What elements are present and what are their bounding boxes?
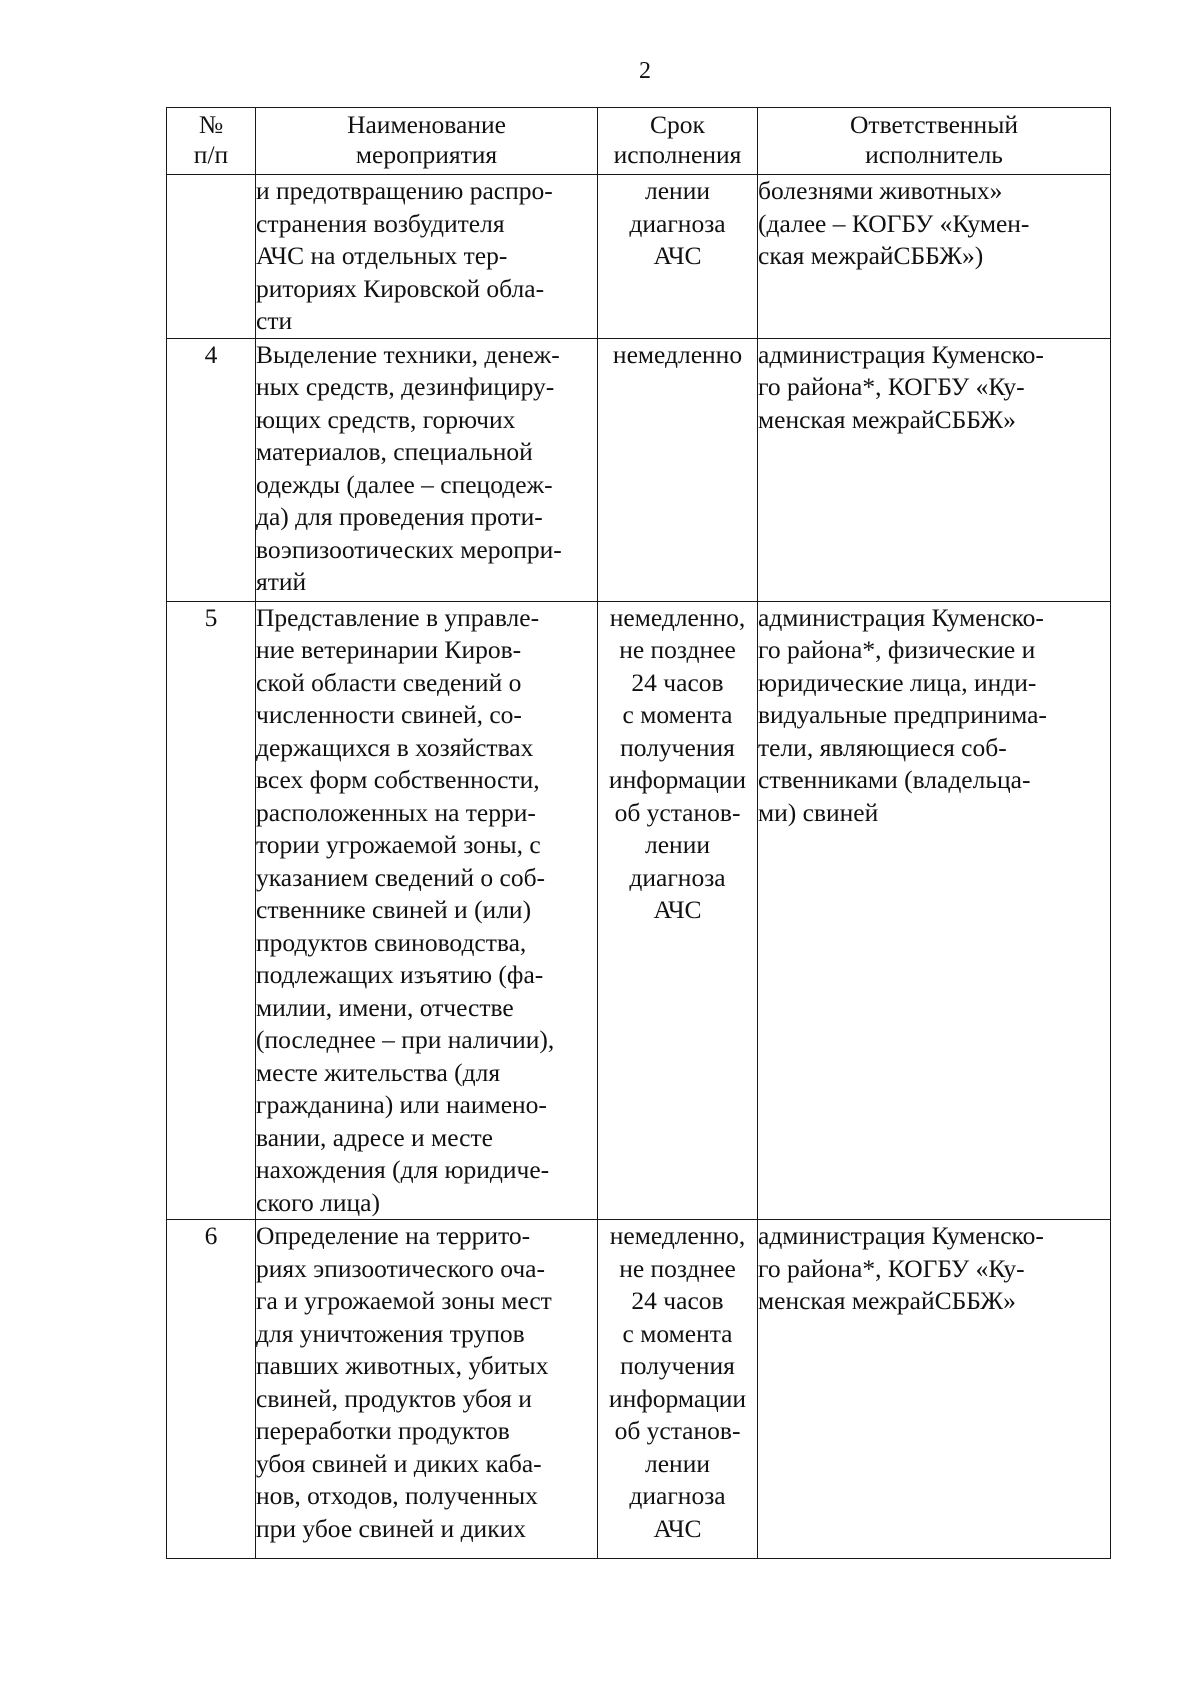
table-row — [167, 601, 1111, 1220]
table-header-row — [167, 108, 1111, 175]
header-resp-line-2: исполнитель — [865, 140, 1003, 169]
table-row — [167, 1220, 1111, 1559]
row-measure: Представление в управле- ние ветеринарии Киров- ской области сведений о численности свиней, со- держащихся в хозяйствах всех форм собственности, расположенных на терри- тории угрожаемой зоны, с указанием сведений о соб- ственнике свиней и (или) продуктов свиноводства, подлежащих изъятию (фа- милии, имени, отчестве (последнее – при наличии), месте жительства (для гражданина) или наимено- вании, адресе и месте нахождения (для юридиче- ского лица) — [256, 601, 598, 1220]
row-term: немедленно — [598, 338, 758, 601]
header-num — [167, 108, 256, 175]
row-term: немедленно, не позднее 24 часов с момента получения информации об установ- лении диагноза АЧС — [598, 601, 758, 1220]
row-responsible: администрация Куменско- го района*, КОГБУ «Ку- менская межрайСББЖ» — [758, 338, 1111, 601]
row-term: лении диагноза АЧС — [598, 175, 758, 339]
row-measure: Определение на террито- риях эпизоотического оча- га и угрожаемой зоны мест для уничтожения трупов павших животных, убитых свиней, продуктов убоя и переработки продуктов убоя свиней и диких каба- нов, отходов, полученных при убое свиней и диких — [256, 1220, 598, 1559]
header-name-line-2: мероприятия — [355, 140, 498, 169]
header-term-line-2: исполнения — [613, 140, 742, 169]
table-row — [167, 338, 1111, 601]
header-term-line-1: Срок — [650, 110, 705, 139]
row-measure: и предотвращению распро- странения возбудителя АЧС на отдельных тер- риториях Кировской обла- сти — [256, 175, 598, 339]
row-measure: Выделение техники, денеж- ных средств, дезинфициру- ющих средств, горючих материалов, специальной одежды (далее – спецодеж- да) для проведения проти- воэпизоотических меропри- ятий — [256, 338, 598, 601]
header-name-line-1: Наименование — [347, 110, 506, 139]
row-num: 6 — [167, 1220, 256, 1559]
row-num: 4 — [167, 338, 256, 601]
header-name — [256, 108, 598, 175]
row-term: немедленно, не позднее 24 часов с момента получения информации об установ- лении диагноза АЧС — [598, 1220, 758, 1559]
row-num — [167, 175, 256, 339]
row-responsible: болезнями животных» (далее – КОГБУ «Кумен- ская межрайСББЖ») — [758, 175, 1111, 339]
row-responsible: администрация Куменско- го района*, физические и юридические лица, инди- видуальные предпринима- тели, являющиеся соб- ственниками (владельца- ми) свиней — [758, 601, 1111, 1220]
measures-table — [166, 107, 1111, 1559]
row-num: 5 — [167, 601, 256, 1220]
page-number: 2 — [639, 58, 651, 84]
header-term — [598, 108, 758, 175]
header-resp — [758, 108, 1111, 175]
header-num-line-1: № — [198, 110, 224, 139]
table-row — [167, 175, 1111, 339]
header-num-line-2: п/п — [193, 140, 229, 169]
row-responsible: администрация Куменско- го района*, КОГБУ «Ку- менская межрайСББЖ» — [758, 1220, 1111, 1559]
header-resp-line-1: Ответственный — [850, 110, 1018, 139]
